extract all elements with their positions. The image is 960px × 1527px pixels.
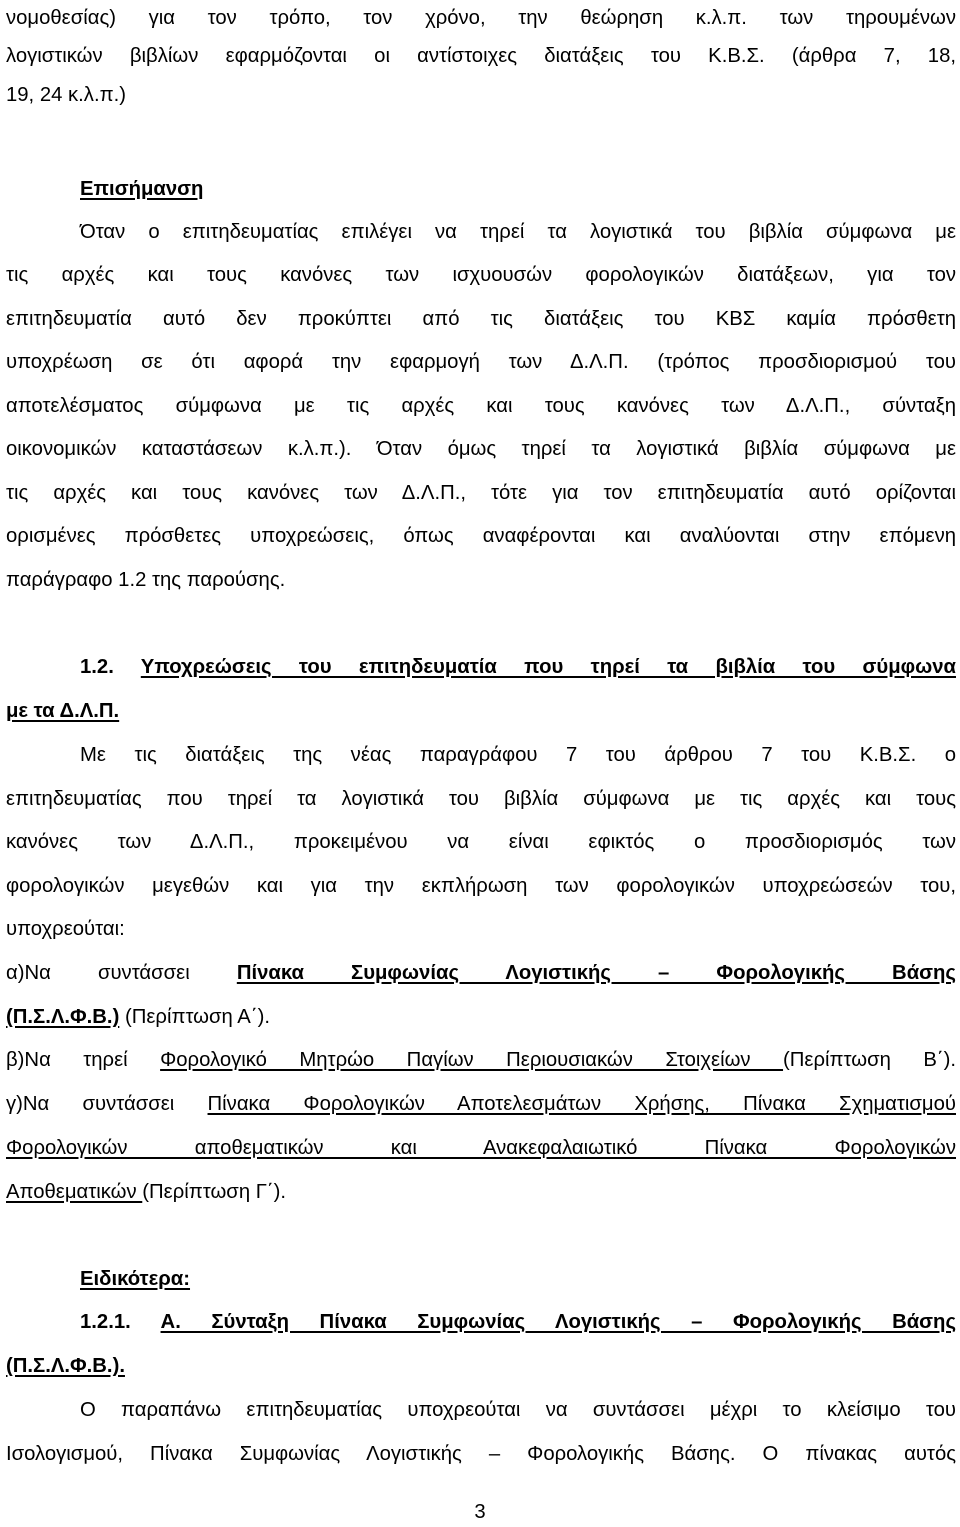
section-heading-1-2	[6, 652, 956, 682]
list-item-b	[6, 1045, 956, 1075]
list-item-title: Πίνακα Φορολογικών Αποτελεσμάτων Χρήσης, Πίνακα Σχηματισμού	[207, 1093, 956, 1115]
text-line: υποχρεούται:	[6, 918, 125, 940]
text-line: Ο παραπάνω επιτηδευματίας υποχρεούται να συντάσσει μέχρι το κλείσιμο του	[80, 1399, 956, 1421]
list-item-c-continued	[6, 1177, 286, 1207]
list-item-title-end: Αποθεματικών	[6, 1181, 143, 1203]
section-heading-note: Επισήμανση	[80, 178, 204, 200]
text-line: παράγραφο 1.2 της παρούσης.	[6, 569, 286, 591]
list-item-prefix: γ)Να συντάσσει	[6, 1093, 208, 1115]
list-item-a	[6, 958, 956, 988]
section-heading-specific: Ειδικότερα:	[80, 1268, 191, 1290]
text-line: κανόνες των Δ.Λ.Π., προκειμένου να είναι εφικτός ο προσδιορισμός των	[6, 831, 956, 853]
list-item-case: (Περίπτωση Β΄).	[783, 1049, 956, 1071]
text-line: τις αρχές και τους κανόνες των ισχυουσών φορολογικών διατάξεων, για τον	[6, 264, 956, 286]
text-line: ορισμένες πρόσθετες υποχρεώσεις, όπως αναφέρονται και αναλύονται στην επόμενη	[6, 525, 956, 547]
text-line: τις αρχές και τους κανόνες των Δ.Λ.Π., τότε για τον επιτηδευματία αυτό ορίζονται	[6, 482, 956, 504]
text-line: Με τις διατάξεις της νέας παραγράφου 7 του άρθρου 7 του Κ.Β.Σ. ο	[80, 744, 956, 766]
list-item-title: Φορολογικό Μητρώο Παγίων Περιουσιακών Στοιχείων	[160, 1049, 784, 1071]
text-line: 19, 24 κ.λ.π.)	[6, 84, 126, 106]
section-title: Υποχρεώσεις του επιτηδευματία που τηρεί τα βιβλία του σύμφωνα	[140, 656, 956, 678]
text-line: λογιστικών βιβλίων εφαρμόζονται οι αντίστοιχες διατάξεις του Κ.Β.Σ. (άρθρα 7, 18,	[6, 45, 956, 67]
list-item-abbreviation: (Π.Σ.Λ.Φ.Β.)	[6, 1006, 120, 1028]
text-line: Ισολογισμού, Πίνακα Συμφωνίας Λογιστικής – Φορολογικής Βάσης. Ο πίνακας αυτός	[6, 1443, 956, 1465]
list-item-case: (Περίπτωση Α΄).	[119, 1006, 270, 1028]
list-item-title: Πίνακα Συμφωνίας Λογιστικής – Φορολογικής Βάσης	[236, 962, 956, 984]
section-title-continued: (Π.Σ.Λ.Φ.Β.).	[6, 1355, 125, 1377]
list-item-prefix: β)Να τηρεί	[6, 1049, 161, 1071]
text-line: επιτηδευματία αυτό δεν προκύπτει από τις διατάξεις του ΚΒΣ καμία πρόσθετη	[6, 308, 956, 330]
text-line: φορολογικών μεγεθών και για την εκπλήρωση των φορολογικών υποχρεώσεών του,	[6, 875, 956, 897]
list-item-c	[6, 1089, 956, 1119]
text-line: νομοθεσίας) για τον τρόπο, τον χρόνο, την θεώρηση κ.λ.π. των τηρουμένων	[6, 7, 956, 29]
section-title-continued: με τα Δ.Λ.Π.	[6, 700, 120, 722]
text-line: επιτηδευματίας που τηρεί τα λογιστικά του βιβλία σύμφωνα με τις αρχές και τους	[6, 788, 956, 810]
list-item-c-continued: Φορολογικών αποθεματικών και Ανακεφαλαιωτικό Πίνακα Φορολογικών	[6, 1137, 956, 1159]
list-item-case: (Περίπτωση Γ΄).	[142, 1181, 287, 1203]
text-line: οικονομικών καταστάσεων κ.λ.π.). Όταν όμως τηρεί τα λογιστικά βιβλία σύμφωνα με	[6, 438, 956, 460]
text-line: Όταν ο επιτηδευματίας επιλέγει να τηρεί τα λογιστικά του βιβλία σύμφωνα με	[80, 221, 956, 243]
section-number: 1.2.	[80, 656, 114, 678]
text-line: αποτελέσματος σύμφωνα με τις αρχές και τους κανόνες των Δ.Λ.Π., σύνταξη	[6, 395, 956, 417]
page-number: 3	[474, 1501, 486, 1523]
section-number: 1.2.1.	[80, 1311, 131, 1333]
list-item-prefix: α)Να συντάσσει	[6, 962, 237, 984]
list-item-a-continued	[6, 1002, 270, 1032]
section-title: Α. Σύνταξη Πίνακα Συμφωνίας Λογιστικής – Φορολογικής Βάσης	[160, 1311, 956, 1333]
section-heading-1-2-1	[6, 1307, 956, 1337]
text-line: υποχρέωση σε ότι αφορά την εφαρμογή των Δ.Λ.Π. (τρόπος προσδιορισμού του	[6, 351, 956, 373]
